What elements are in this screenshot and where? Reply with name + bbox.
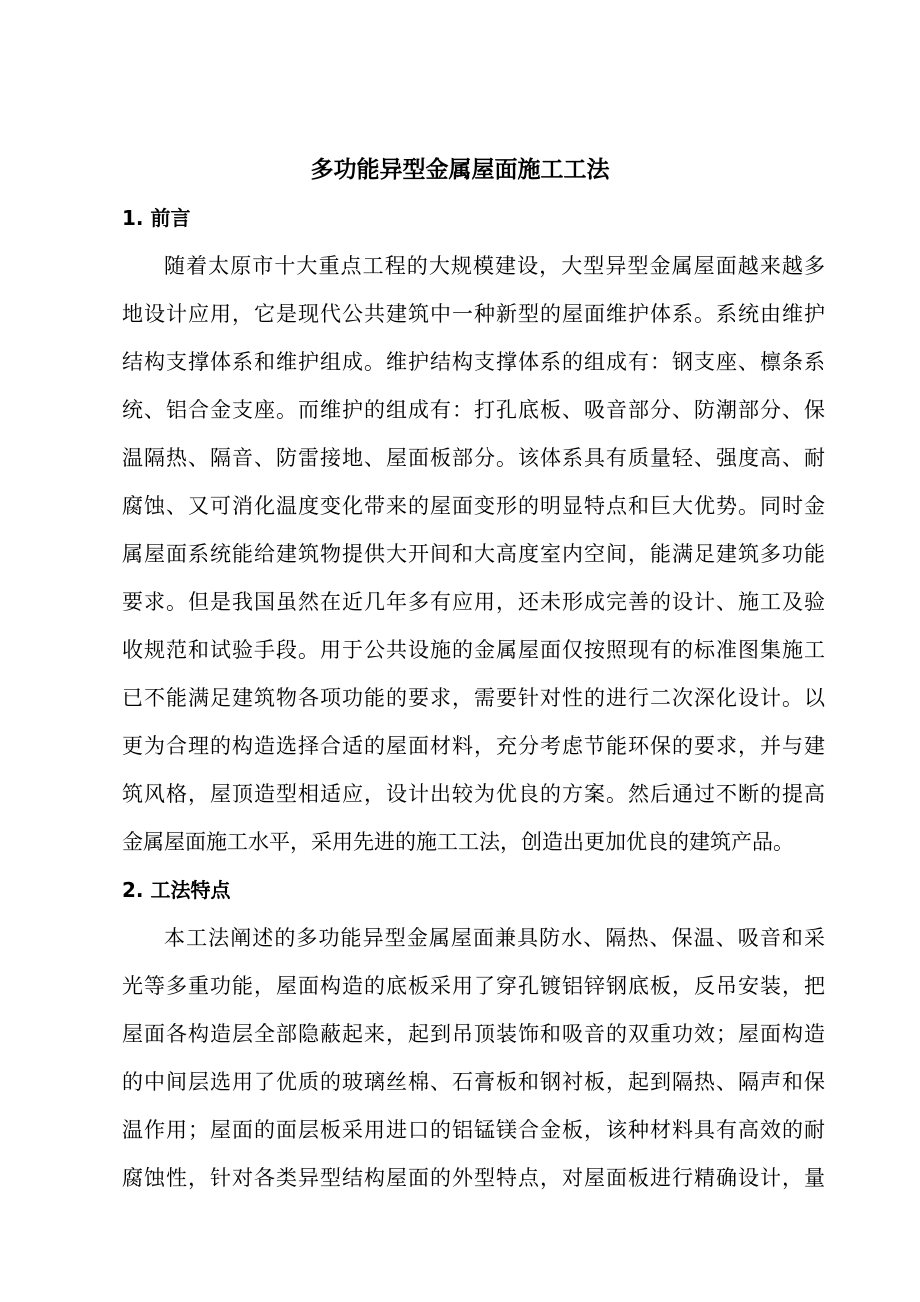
- paragraph-line: 的中间层选用了优质的玻璃丝棉、石膏板和钢衬板，起到隔热、隔声和保: [122, 1070, 825, 1094]
- paragraph-line: 随着太原市十大重点工程的大规模建设，大型异型金属屋面越来越多: [164, 254, 825, 278]
- paragraph-line: 结构支撑体系和维护组成。维护结构支撑体系的组成有：钢支座、檩条系: [122, 350, 825, 374]
- paragraph-line: 统、铝合金支座。而维护的组成有：打孔底板、吸音部分、防潮部分、保: [122, 398, 825, 422]
- paragraph-line: 本工法阐述的多功能异型金属屋面兼具防水、隔热、保温、吸音和采: [164, 926, 825, 950]
- section-paragraph-preface: [122, 242, 825, 866]
- paragraph-line: 筑风格，屋顶造型相适应，设计出较为优良的方案。然后通过不断的提高: [122, 782, 825, 806]
- paragraph-line: 光等多重功能，屋面构造的底板采用了穿孔镀铝锌钢底板，反吊安装，把: [122, 974, 825, 998]
- paragraph-line: 已不能满足建筑物各项功能的要求，需要针对性的进行二次深化设计。以: [122, 686, 825, 710]
- paragraph-line: 温隔热、隔音、防雷接地、屋面板部分。该体系具有质量轻、强度高、耐: [122, 446, 825, 470]
- paragraph-line: 屋面各构造层全部隐蔽起来，起到吊顶装饰和吸音的双重功效；屋面构造: [122, 1022, 825, 1046]
- paragraph-line: 腐蚀、又可消化温度变化带来的屋面变形的明显特点和巨大优势。同时金: [122, 494, 825, 518]
- paragraph-line: 地设计应用，它是现代公共建筑中一种新型的屋面维护体系。系统由维护: [122, 302, 825, 326]
- section-heading-features: 2. 工法特点: [122, 878, 231, 902]
- paragraph-line: 腐蚀性，针对各类异型结构屋面的外型特点，对屋面板进行精确设计，量: [122, 1166, 825, 1190]
- paragraph-line: 温作用；屋面的面层板采用进口的铝锰镁合金板，该种材料具有高效的耐: [122, 1118, 825, 1142]
- paragraph-line: 收规范和试验手段。用于公共设施的金属屋面仅按照现有的标准图集施工: [122, 638, 825, 662]
- paragraph-line: 属屋面系统能给建筑物提供大开间和大高度室内空间，能满足建筑多功能: [122, 542, 825, 566]
- section-paragraph-features: [122, 914, 825, 1202]
- section-heading-preface: 1. 前言: [122, 206, 191, 230]
- paragraph-line: 要求。但是我国虽然在近几年多有应用，还未形成完善的设计、施工及验: [122, 590, 825, 614]
- document-title: 多功能异型金属屋面施工工法: [310, 157, 610, 183]
- paragraph-line: 更为合理的构造选择合适的屋面材料，充分考虑节能环保的要求，并与建: [122, 734, 825, 758]
- paragraph-line: 金属屋面施工水平，采用先进的施工工法，创造出更加优良的建筑产品。: [122, 830, 794, 854]
